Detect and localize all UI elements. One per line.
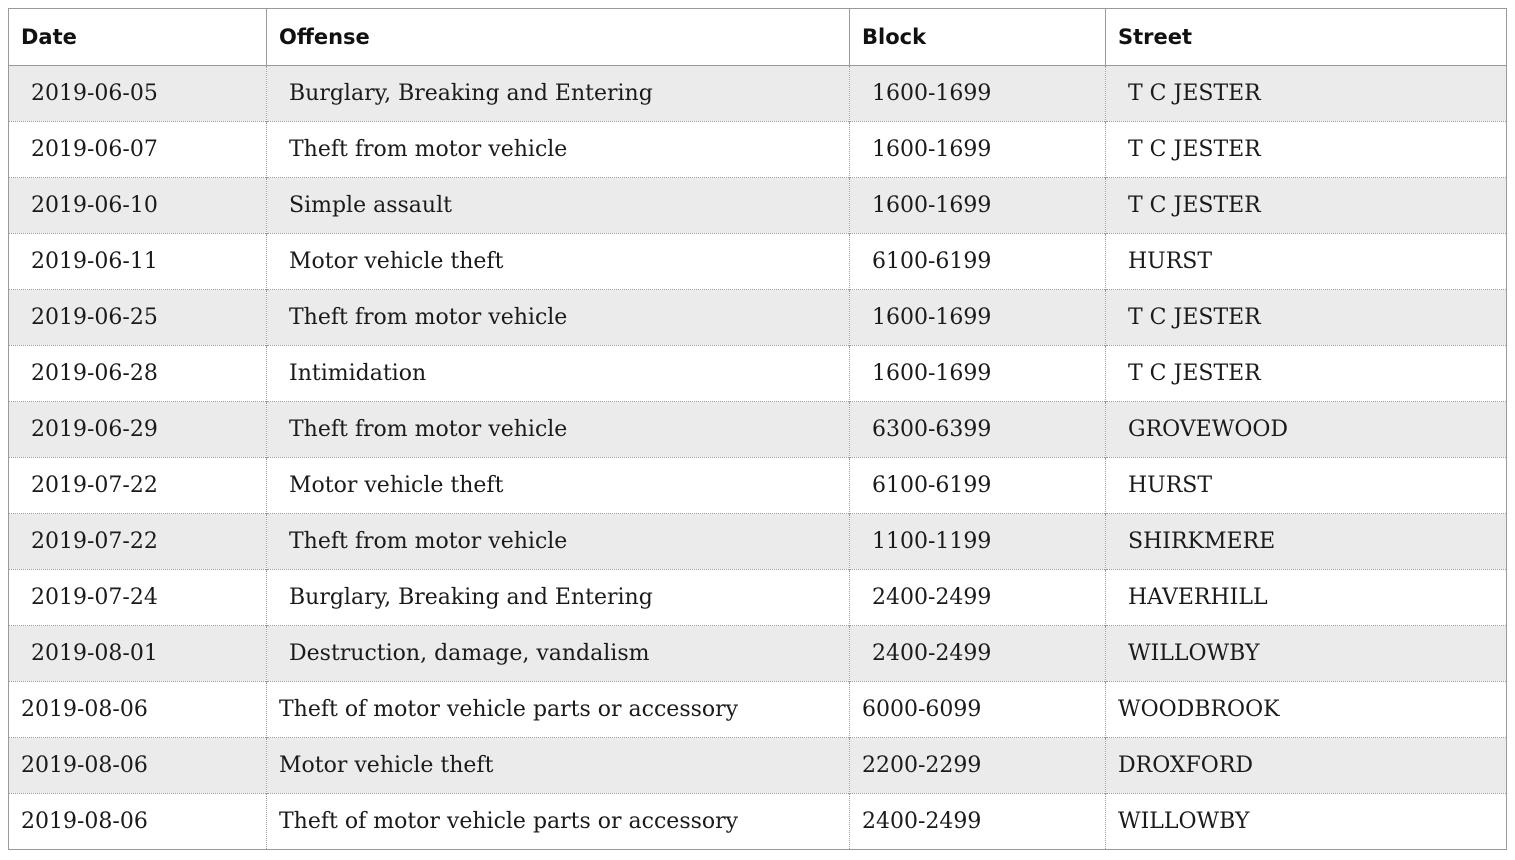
- cell-offense: Burglary, Breaking and Entering: [267, 570, 850, 626]
- header-date[interactable]: Date: [9, 9, 267, 66]
- cell-street: WILLOWBY: [1106, 794, 1507, 850]
- header-row: [9, 9, 1507, 66]
- cell-date: 2019-06-10: [9, 178, 267, 234]
- table-row: [9, 738, 1507, 794]
- header-block[interactable]: Block: [850, 9, 1106, 66]
- table-row: [9, 346, 1507, 402]
- cell-date: 2019-08-06: [9, 794, 267, 850]
- table-row: [9, 290, 1507, 346]
- cell-offense: Motor vehicle theft: [267, 234, 850, 290]
- cell-street: HURST: [1106, 458, 1507, 514]
- cell-street: GROVEWOOD: [1106, 402, 1507, 458]
- table-row: [9, 66, 1507, 122]
- cell-offense: Destruction, damage, vandalism: [267, 626, 850, 682]
- cell-street: T C JESTER: [1106, 346, 1507, 402]
- cell-offense: Simple assault: [267, 178, 850, 234]
- cell-offense: Theft of motor vehicle parts or accessory: [267, 794, 850, 850]
- cell-date: 2019-08-06: [9, 682, 267, 738]
- cell-offense: Theft from motor vehicle: [267, 122, 850, 178]
- crime-incidents-table: [8, 8, 1507, 850]
- cell-date: 2019-07-24: [9, 570, 267, 626]
- cell-offense: Theft of motor vehicle parts or accessory: [267, 682, 850, 738]
- cell-date: 2019-06-29: [9, 402, 267, 458]
- cell-block: 6100-6199: [850, 458, 1106, 514]
- cell-street: T C JESTER: [1106, 290, 1507, 346]
- cell-block: 2400-2499: [850, 626, 1106, 682]
- cell-date: 2019-08-06: [9, 738, 267, 794]
- cell-date: 2019-06-25: [9, 290, 267, 346]
- cell-date: 2019-06-28: [9, 346, 267, 402]
- cell-block: 1100-1199: [850, 514, 1106, 570]
- cell-date: 2019-07-22: [9, 458, 267, 514]
- table-row: [9, 458, 1507, 514]
- header-offense[interactable]: Offense: [267, 9, 850, 66]
- header-street[interactable]: Street: [1106, 9, 1507, 66]
- cell-block: 2200-2299: [850, 738, 1106, 794]
- cell-offense: Theft from motor vehicle: [267, 402, 850, 458]
- table-header: [9, 9, 1507, 66]
- cell-date: 2019-06-11: [9, 234, 267, 290]
- table-row: [9, 122, 1507, 178]
- cell-offense: Motor vehicle theft: [267, 458, 850, 514]
- table-row: [9, 626, 1507, 682]
- cell-block: 1600-1699: [850, 122, 1106, 178]
- crime-table-container: [8, 8, 1506, 850]
- cell-block: 6100-6199: [850, 234, 1106, 290]
- cell-block: 6000-6099: [850, 682, 1106, 738]
- cell-offense: Theft from motor vehicle: [267, 290, 850, 346]
- cell-street: T C JESTER: [1106, 178, 1507, 234]
- cell-block: 2400-2499: [850, 794, 1106, 850]
- cell-date: 2019-07-22: [9, 514, 267, 570]
- table-row: [9, 682, 1507, 738]
- cell-offense: Burglary, Breaking and Entering: [267, 66, 850, 122]
- cell-date: 2019-06-07: [9, 122, 267, 178]
- cell-street: DROXFORD: [1106, 738, 1507, 794]
- table-row: [9, 234, 1507, 290]
- cell-street: T C JESTER: [1106, 122, 1507, 178]
- cell-street: SHIRKMERE: [1106, 514, 1507, 570]
- cell-offense: Theft from motor vehicle: [267, 514, 850, 570]
- cell-street: HURST: [1106, 234, 1507, 290]
- table-row: [9, 178, 1507, 234]
- cell-block: 1600-1699: [850, 290, 1106, 346]
- cell-street: WOODBROOK: [1106, 682, 1507, 738]
- table-row: [9, 514, 1507, 570]
- table-body: [9, 66, 1507, 850]
- cell-block: 2400-2499: [850, 570, 1106, 626]
- table-row: [9, 570, 1507, 626]
- cell-block: 1600-1699: [850, 178, 1106, 234]
- cell-street: T C JESTER: [1106, 66, 1507, 122]
- cell-offense: Motor vehicle theft: [267, 738, 850, 794]
- cell-date: 2019-08-01: [9, 626, 267, 682]
- cell-date: 2019-06-05: [9, 66, 267, 122]
- cell-block: 1600-1699: [850, 346, 1106, 402]
- cell-street: WILLOWBY: [1106, 626, 1507, 682]
- cell-block: 1600-1699: [850, 66, 1106, 122]
- table-row: [9, 794, 1507, 850]
- cell-street: HAVERHILL: [1106, 570, 1507, 626]
- cell-offense: Intimidation: [267, 346, 850, 402]
- cell-block: 6300-6399: [850, 402, 1106, 458]
- table-row: [9, 402, 1507, 458]
